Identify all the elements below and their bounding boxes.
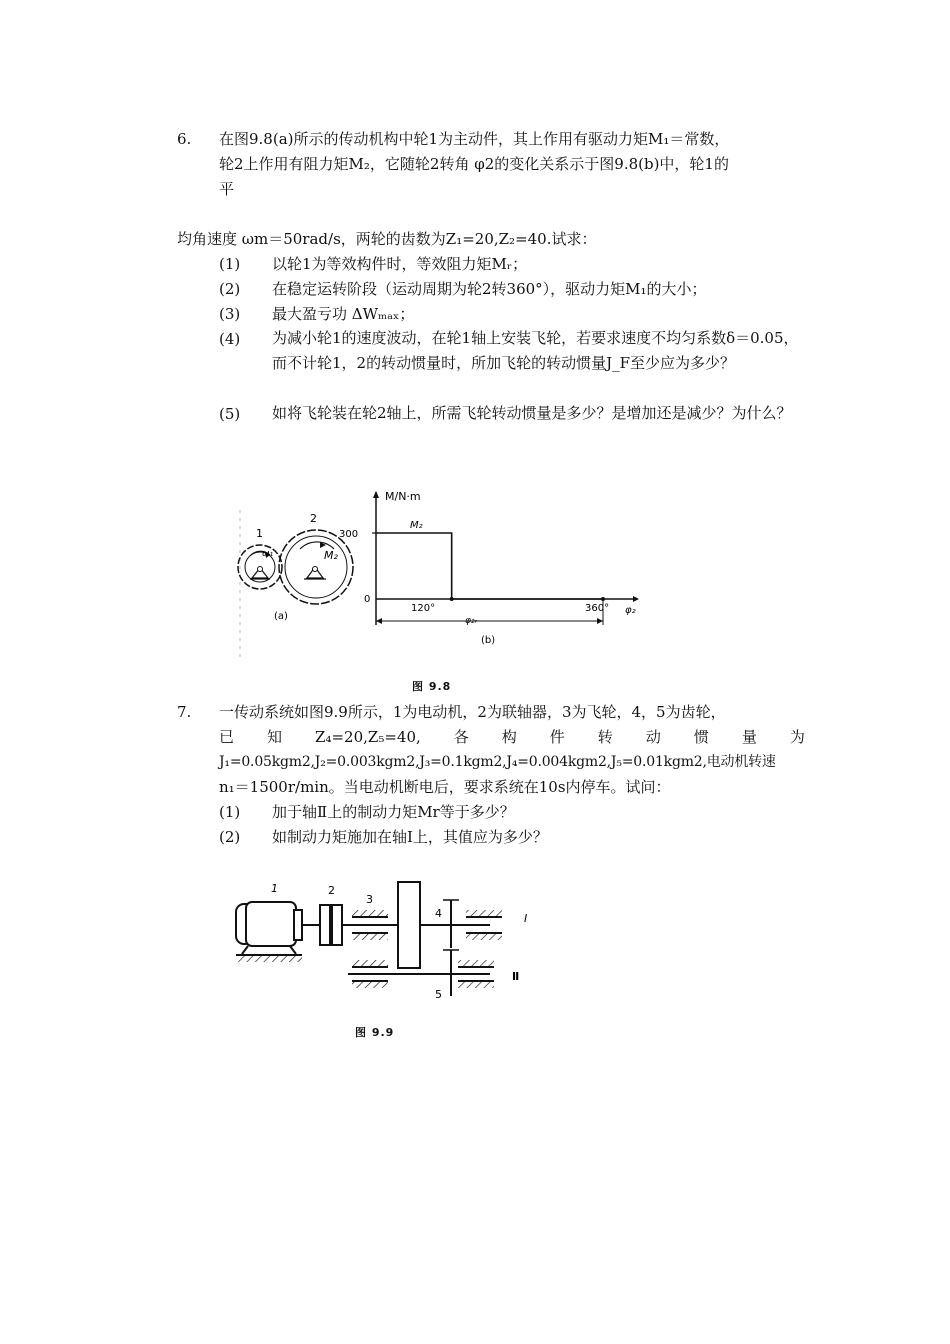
gear-1-label: 1 bbox=[256, 527, 263, 540]
gear-2-label: 2 bbox=[310, 512, 317, 525]
bearing-I-left-top-hatch bbox=[352, 910, 388, 916]
bearing-II-right-top-hatch bbox=[458, 960, 494, 966]
period-arrow-left bbox=[376, 618, 382, 624]
y-tick-0: 0 bbox=[364, 594, 371, 605]
label-motor: 1 bbox=[271, 882, 278, 895]
x-tick-120: 120° bbox=[411, 603, 436, 614]
subfigure-a-label: (a) bbox=[274, 611, 288, 622]
q7-item-1-text: 加于轴Ⅱ上的制动力矩Mr等于多少？ bbox=[272, 803, 515, 821]
label-shaft-II: Ⅱ bbox=[512, 970, 520, 983]
q7-line-2-word: 件 bbox=[549, 728, 565, 746]
figure-9-9-drivetrain bbox=[228, 870, 548, 1010]
q7-line-2-word: 知 bbox=[267, 728, 283, 746]
q7-line-2-word: 已 bbox=[219, 728, 235, 746]
q7-line-2-word: 转 bbox=[597, 728, 613, 746]
coupling-right bbox=[332, 905, 342, 945]
y-axis-arrow bbox=[373, 491, 379, 498]
m2-label: M₂ bbox=[324, 549, 338, 562]
q6-item-3-text: 最大盈亏功 ΔWₘₐₓ； bbox=[272, 305, 415, 323]
flywheel bbox=[398, 882, 420, 968]
q7-number: 7. bbox=[177, 703, 192, 721]
q6-item-5-num: (5) bbox=[219, 405, 241, 423]
x-axis-arrow bbox=[633, 596, 639, 602]
q6-item-1-num: (1) bbox=[219, 255, 241, 273]
q7-line-4: n₁＝1500r/min。当电动机断电后，要求系统在10s内停车。试问： bbox=[219, 778, 671, 796]
q7-item-2-num: (2) bbox=[219, 828, 241, 846]
period-arrow-right bbox=[597, 618, 603, 624]
q7-line-2-word: 为 bbox=[789, 728, 805, 746]
x-axis-label: φ₂ bbox=[625, 605, 636, 616]
q6-line-4: 均角速度 ωm＝50rad/s，两轮的齿数为Z₁=20,Z₂=40.试求： bbox=[177, 230, 597, 248]
q7-item-2-text: 如制动力矩施加在轴Ⅰ上，其值应为多少？ bbox=[272, 828, 548, 846]
q6-item-2-num: (2) bbox=[219, 280, 241, 298]
motor-body bbox=[236, 902, 302, 954]
q6-item-3-num: (3) bbox=[219, 305, 241, 323]
figure-9-8-caption: 图 9.8 bbox=[412, 680, 452, 693]
q7-line-2-word: 量 bbox=[741, 728, 757, 746]
label-coupling: 2 bbox=[328, 884, 335, 897]
q6-line-2: 轮2上作用有阻力矩M₂，它随轮2转角 φ2的变化关系示于图9.8(b)中，轮1的 bbox=[219, 155, 729, 173]
q7-line-2 bbox=[219, 727, 805, 747]
label-flywheel: 3 bbox=[366, 893, 373, 906]
y-axis-label: M/N·m bbox=[385, 490, 421, 503]
q7-line-2-word: 各 bbox=[453, 728, 469, 746]
subfigure-b-label: (b) bbox=[481, 635, 496, 646]
q6-item-4-text: 为减小轮1的速度波动，在轮1轴上安装飞轮，若要求速度不均匀系数δ＝0.05，而不计轮1，2的转动惯量时，所加飞轮的转动惯量J_F至少应为多少？ bbox=[272, 329, 799, 372]
q6-line-1: 在图9.8(a)所示的传动机构中轮1为主动件，其上作用有驱动力矩M₁＝常数， bbox=[219, 130, 730, 148]
q6-item-5-text: 如将飞轮装在轮2轴上，所需飞轮转动惯量是多少？是增加还是减少？为什么？ bbox=[272, 404, 792, 422]
q7-item-1-num: (1) bbox=[219, 803, 241, 821]
x-tick-360: 360° bbox=[585, 603, 610, 614]
bearing-I-right-bottom-hatch bbox=[466, 934, 502, 940]
q6-item-2-text: 在稳定运转阶段（运动周期为轮2转360°），驱动力矩M₁的大小； bbox=[272, 280, 707, 298]
omega-label: ω₁ bbox=[262, 549, 274, 559]
figure-9-9-caption: 图 9.9 bbox=[355, 1026, 395, 1039]
q7-line-3: J₁=0.05kgm2,J₂=0.003kgm2,J₃=0.1kgm2,J₄=0.004kgm2,J₅=0.01kgm2,电动机转速 bbox=[219, 754, 776, 770]
label-shaft-I: I bbox=[524, 912, 528, 925]
q7-line-2-word: 动 bbox=[645, 728, 661, 746]
q6-item-4-num: (4) bbox=[219, 330, 241, 348]
y-tick-300: 300 bbox=[339, 529, 359, 540]
figure-9-8b-chart bbox=[339, 488, 645, 658]
q6-number: 6. bbox=[177, 130, 192, 148]
data-point-120 bbox=[450, 597, 454, 601]
q7-line-2-word: Z₄=20,Z₅=40, bbox=[315, 728, 421, 746]
bearing-I-right-top-hatch bbox=[466, 910, 502, 916]
q7-line-2-word: 惯 bbox=[693, 728, 709, 746]
bearing-II-left-top-hatch bbox=[352, 960, 388, 966]
series-m2-line bbox=[376, 533, 603, 599]
label-gear-5: 5 bbox=[435, 988, 442, 1001]
q6-item-1-text: 以轮1为等效构件时，等效阻力矩Mᵣ； bbox=[272, 255, 528, 273]
period-label: φ₂ᵣ bbox=[465, 616, 477, 626]
coupling-left bbox=[320, 905, 330, 945]
label-gear-4: 4 bbox=[435, 907, 442, 920]
m2-arrow bbox=[300, 542, 334, 549]
gear-1-pivot bbox=[258, 567, 263, 572]
q6-line-3: 平 bbox=[219, 180, 235, 198]
q7-line-2-word: 构 bbox=[501, 728, 517, 746]
bearing-II-left-bottom-hatch bbox=[352, 982, 388, 988]
series-label: M₂ bbox=[410, 520, 423, 531]
bearing-I-left-bottom-hatch bbox=[352, 934, 388, 940]
gear-2-pivot bbox=[313, 567, 318, 572]
bearing-II-right-bottom-hatch bbox=[458, 982, 494, 988]
motor-ground-hatch bbox=[236, 956, 302, 962]
q7-line-1: 一传动系统如图9.9所示，1为电动机，2为联轴器，3为飞轮，4，5为齿轮， bbox=[219, 703, 726, 721]
